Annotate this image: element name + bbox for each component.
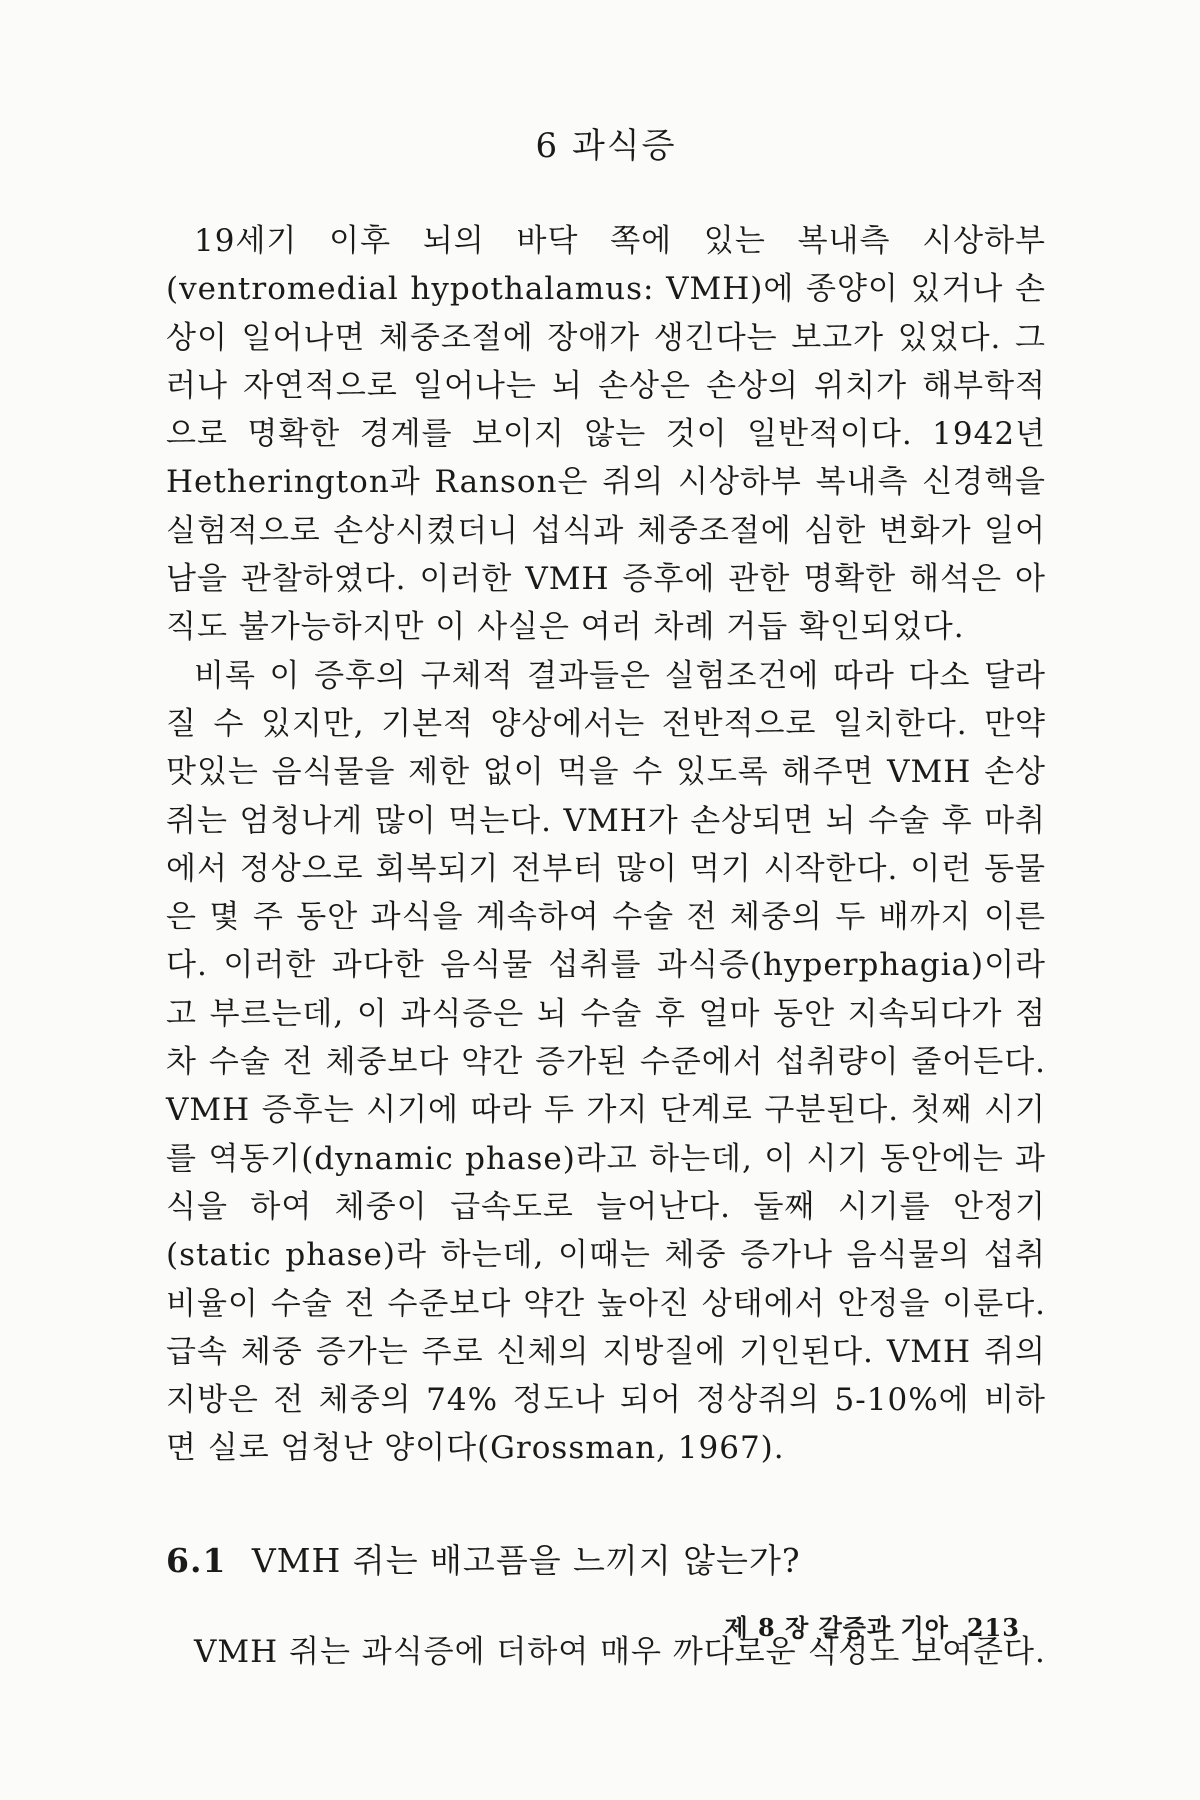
chapter-title: 6 과식증	[535, 126, 677, 166]
section-title: VMH 쥐는 배고픔을 느끼지 않는가?	[251, 1540, 801, 1580]
page-body	[166, 118, 1046, 1676]
section-first-line: VMH 쥐는 과식증에 더하여 매우 까다로운 식성도 보여준다.	[194, 1633, 1046, 1670]
page-footer	[724, 1608, 1020, 1643]
running-head: 제 8 장 갈증과 기아	[724, 1613, 949, 1642]
section-number: 6.1	[166, 1540, 227, 1580]
section-heading	[166, 1535, 1046, 1582]
paragraph-1: 19세기 이후 뇌의 바닥 쪽에 있는 복내측 시상하부(ventromedial hypothalamus: VMH)에 종양이 있거나 손상이 일어나면 체중조절에 장애가 생긴다는 보고가 있었다. 그러나 자연적으로 일어나는 뇌 손상은 손상의 위치가 해부학적으로 명확한 경계를 보이지 않는 것이 일반적이다. 1942년 Hetherington과 Ranson은 쥐의 시상하부 복내측 신경핵을 실험적으로 손상시켰더니 섭식과 체중조절에 심한 변화가 일어남을 관찰하였다. 이러한 VMH 증후에 관한 명확한 해석은 아직도 불가능하지만 이 사실은 여러 차례 거듭 확인되었다.	[166, 223, 1046, 646]
page-number: 213	[966, 1613, 1020, 1642]
paragraph-2: 비록 이 증후의 구체적 결과들은 실험조건에 따라 다소 달라질 수 있지만, 기본적 양상에서는 전반적으로 일치한다. 만약 맛있는 음식물을 제한 없이 먹을 수 있도록 해주면 VMH 손상 쥐는 엄청나게 많이 먹는다. VMH가 손상되면 뇌 수술 후 마취에서 정상으로 회복되기 전부터 많이 먹기 시작한다. 이런 동물은 몇 주 동안 과식을 계속하여 수술 전 체중의 두 배까지 이른다. 이러한 과다한 음식물 섭취를 과식증(hyperphagia)이라고 부르는데, 이 과식증은 뇌 수술 후 얼마 동안 지속되다가 점차 수술 전 체중보다 약간 증가된 수준에서 섭취량이 줄어든다. VMH 증후는 시기에 따라 두 가지 단계로 구분된다. 첫째 시기를 역동기(dynamic phase)라고 하는데, 이 시기 동안에는 과식을 하여 체중이 급속도로 늘어난다. 둘째 시기를 안정기(static phase)라 하는데, 이때는 체중 증가나 음식물의 섭취비율이 수술 전 수준보다 약간 높아진 상태에서 안정을 이룬다. 급속 체중 증가는 주로 신체의 지방질에 기인된다. VMH 쥐의 지방은 전 체중의 74% 정도나 되어 정상쥐의 5-10%에 비하면 실로 엄청난 양이다(Grossman, 1967).	[166, 657, 1046, 1467]
